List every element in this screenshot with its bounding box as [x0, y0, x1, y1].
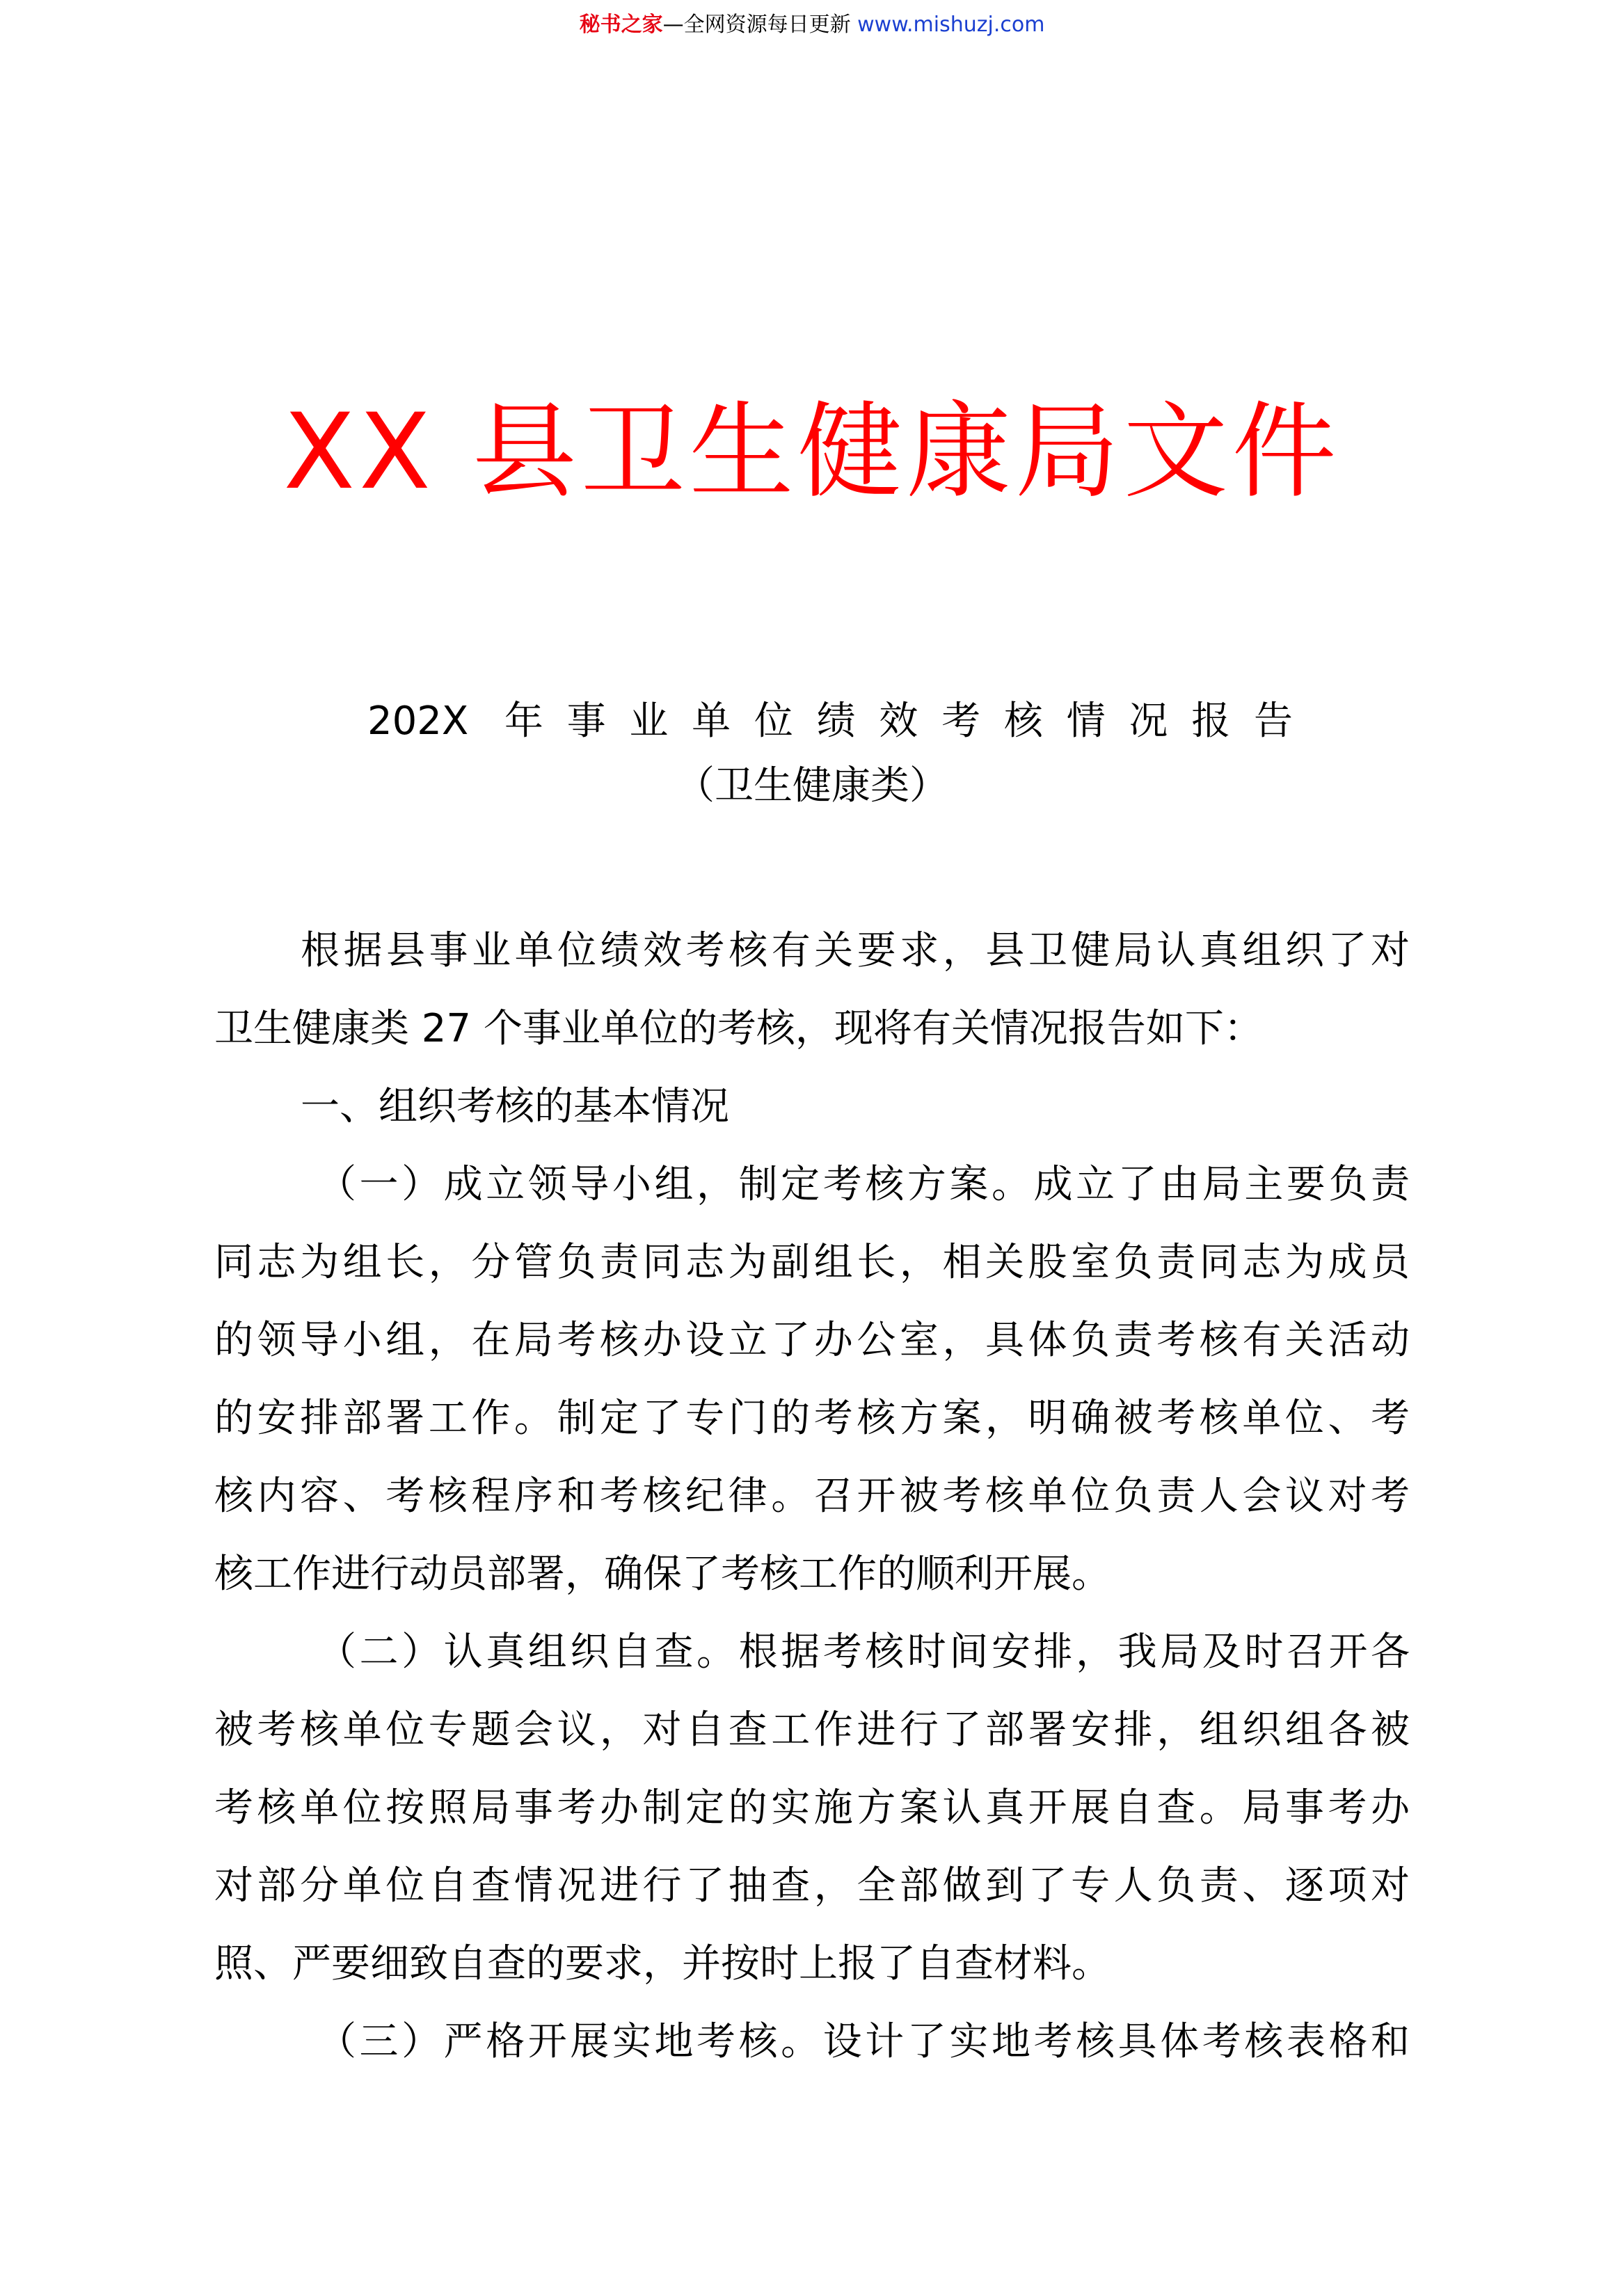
paragraph-line: 对部分单位自查情况进行了抽查，全部做到了专人负责、逐项对 [214, 1863, 1410, 1908]
paragraph-line: 卫生健康类 27 个事业单位的考核，现将有关情况报告如下： [214, 1006, 1263, 1051]
paragraph-line: 照、严要细致自查的要求，并按时上报了自查材料。 [214, 1941, 1110, 1986]
paragraph-line: 核内容、考核程序和考核纪律。召开被考核单位负责人会议对考 [214, 1474, 1410, 1519]
header-separator: — [662, 13, 684, 37]
report-title: 202X 年事业单位绩效考核情况报告 [367, 699, 1293, 744]
paragraph-line: 根据县事业单位绩效考核有关要求，县卫健局认真组织了对 [301, 928, 1410, 973]
site-slogan: 全网资源每日更新 [683, 13, 858, 37]
document-title: XX 县卫生健康局文件 [283, 392, 1341, 513]
paragraph-line: 的领导小组，在局考核办设立了办公室，具体负责考核有关活动 [214, 1318, 1410, 1363]
paragraph-line: （三）严格开展实地考核。设计了实地考核具体考核表格和 [317, 2019, 1410, 2064]
site-header [0, 7, 1624, 43]
site-brand: 秘书之家 [579, 13, 663, 37]
site-url-link[interactable]: www.mishuzj.com [857, 13, 1045, 37]
report-subtitle: （卫生健康类） [676, 763, 948, 808]
paragraph-line: 同志为组长，分管负责同志为副组长，相关股室负责同志为成员 [214, 1240, 1410, 1285]
paragraph-line: 被考核单位专题会议，对自查工作进行了部署安排，组织组各被 [214, 1707, 1410, 1753]
section-heading: 一、组织考核的基本情况 [301, 1084, 729, 1129]
paragraph-line: 的安排部署工作。制定了专门的考核方案，明确被考核单位、考 [214, 1396, 1410, 1441]
paragraph-line: （一）成立领导小组，制定考核方案。成立了由局主要负责 [317, 1162, 1410, 1207]
paragraph-line: 核工作进行动员部署，确保了考核工作的顺利开展。 [214, 1552, 1110, 1597]
document-body [214, 912, 1410, 2081]
paragraph-line: 考核单位按照局事考办制定的实施方案认真开展自查。局事考办 [214, 1785, 1410, 1831]
paragraph-line: （二）认真组织自查。根据考核时间安排，我局及时召开各 [317, 1629, 1410, 1675]
